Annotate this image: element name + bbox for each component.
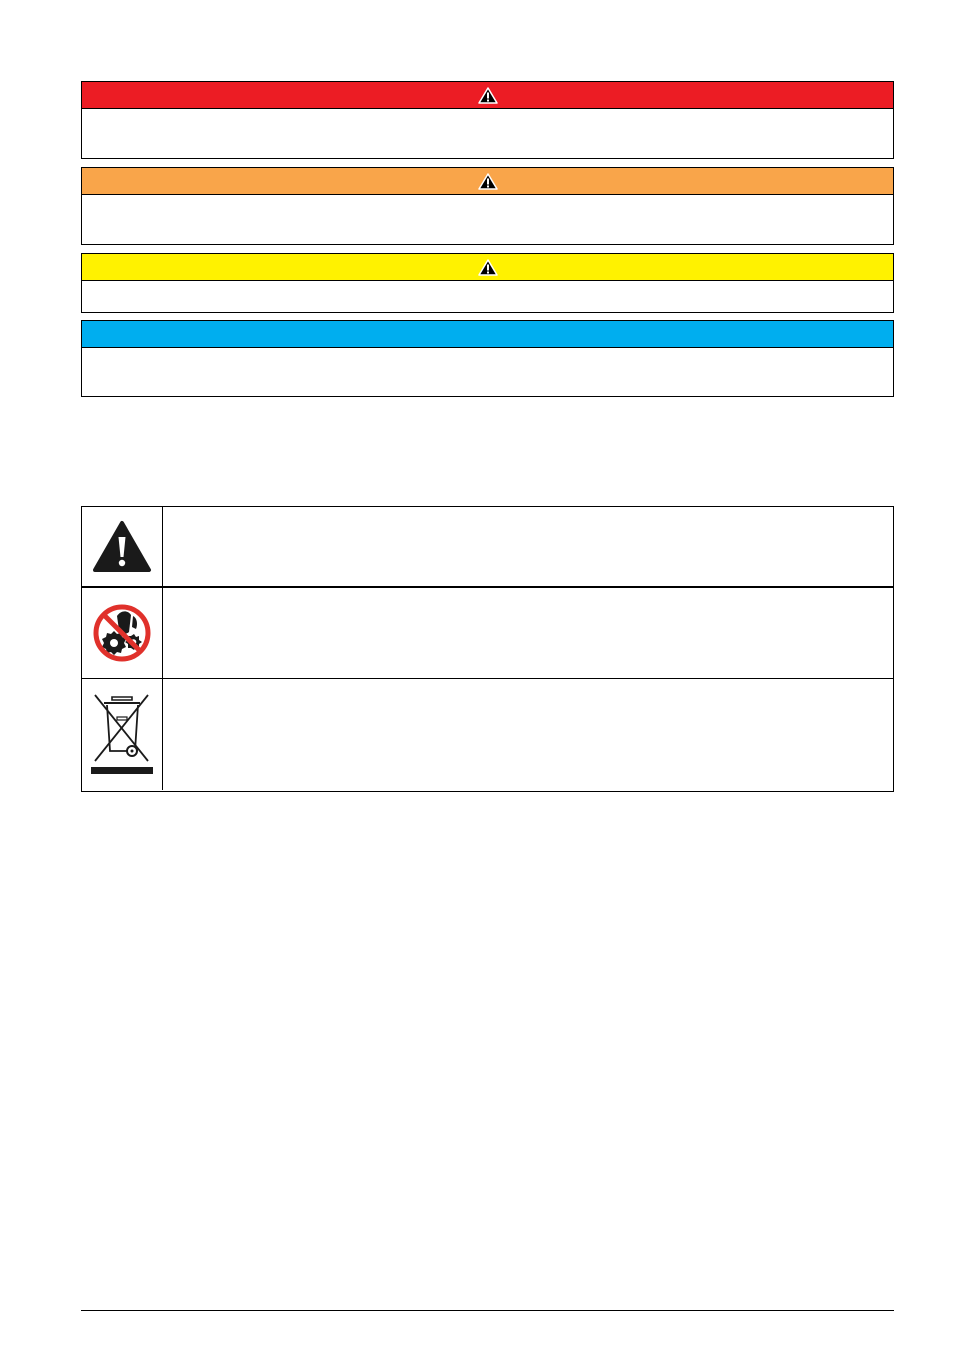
- symbol-row-moving-parts: [82, 588, 893, 679]
- warning-header: [82, 168, 893, 195]
- danger-box: [81, 81, 894, 159]
- precautionary-labels-table: [81, 506, 894, 792]
- moving-parts-prohibition-icon: [91, 602, 153, 664]
- footer-rule: [81, 1310, 894, 1311]
- general-hazard-triangle-icon: [92, 520, 152, 574]
- warning-triangle-icon: [478, 173, 498, 190]
- weee-crossed-bin-icon: [88, 693, 156, 777]
- warning-triangle-icon: [478, 259, 498, 276]
- warning-triangle-icon: [478, 87, 498, 104]
- symbol-row-general: [82, 507, 893, 588]
- danger-header: [82, 82, 893, 109]
- caution-header: [82, 254, 893, 281]
- caution-box: [81, 253, 894, 313]
- warning-text: [82, 195, 893, 244]
- symbol-description: [163, 588, 893, 678]
- symbol-description: [163, 679, 893, 790]
- warning-box: [81, 167, 894, 245]
- danger-text: [82, 109, 893, 158]
- notice-header: [82, 321, 893, 348]
- caution-text: [82, 281, 893, 312]
- notice-text: [82, 348, 893, 396]
- notice-box: [81, 320, 894, 397]
- symbol-description: [163, 507, 893, 586]
- symbol-row-disposal: [82, 679, 893, 790]
